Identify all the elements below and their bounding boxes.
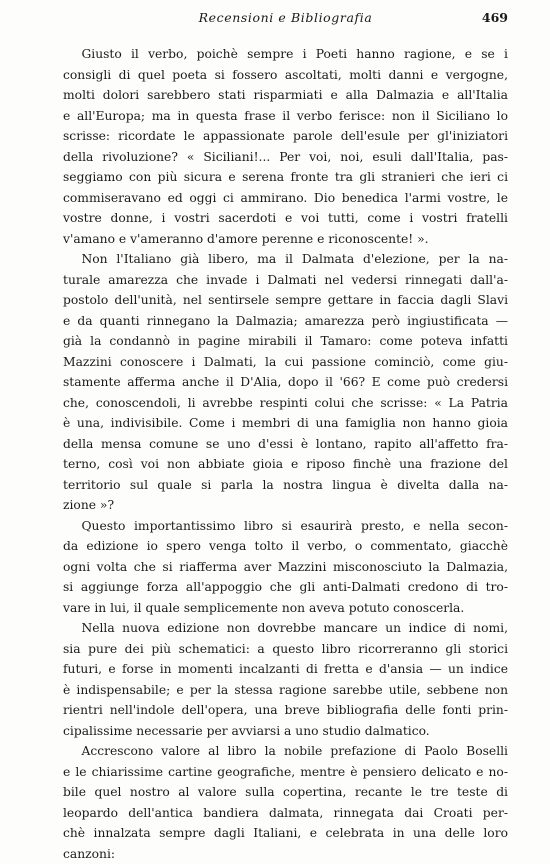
paragraph-4 — [63, 618, 508, 741]
text-line: rientri nell'indole dell'opera, una breve bibliografia delle fonti prin- — [63, 700, 508, 721]
text-line: si aggiunge forza all'appoggio che gli anti-Dalmati credono di tro- — [63, 577, 508, 598]
paragraph-1 — [63, 44, 508, 249]
text-line: Non l'Italiano già libero, ma il Dalmata d'elezione, per la na- — [63, 249, 508, 270]
running-title: Recensioni e Bibliografia — [63, 10, 508, 25]
text-line: seggiamo con più sicura e serena fronte tra gli stranieri che ieri ci — [63, 167, 508, 188]
text-line: chè innalzata sempre dagli Italiani, e celebrata in una delle loro — [63, 823, 508, 844]
text-line: Nella nuova edizione non dovrebbe mancare un indice di nomi, — [63, 618, 508, 639]
text-line: zione »? — [63, 495, 508, 516]
text-line: vostre donne, i vostri sacerdoti e voi tutti, come i vostri fratelli — [63, 208, 508, 229]
text-line: turale amarezza che invade i Dalmati nel vedersi rinnegati dall'a- — [63, 270, 508, 291]
text-line: della rivoluzione? « Siciliani!... Per voi, noi, esuli dall'Italia, pas- — [63, 147, 508, 168]
text-line: territorio sul quale si parla la nostra lingua è divelta dalla na- — [63, 475, 508, 496]
text-line: canzoni: — [63, 844, 508, 864]
text-line: Giusto il verbo, poichè sempre i Poeti hanno ragione, e se i — [63, 44, 508, 65]
text-line: vare in lui, il quale semplicemente non aveva potuto conoscerla. — [63, 598, 508, 619]
text-line: ogni volta che si riafferma aver Mazzini misconosciuto la Dalmazia, — [63, 557, 508, 578]
text-line: da edizione io spero venga tolto il verbo, o commentato, giacchè — [63, 536, 508, 557]
page-number: 469 — [482, 10, 508, 25]
text-line: Mazzini conoscere i Dalmati, la cui passione cominciò, come giu- — [63, 352, 508, 373]
text-line: è indispensabile; e per la stessa ragione sarebbe utile, sebbene non — [63, 680, 508, 701]
text-line: bile quel nostro al valore sulla copertina, recante le tre teste di — [63, 782, 508, 803]
text-line: e da quanti rinnegano la Dalmazia; amarezza però ingiustificata — — [63, 311, 508, 332]
text-line: Accrescono valore al libro la nobile prefazione di Paolo Boselli — [63, 741, 508, 762]
paragraph-3 — [63, 516, 508, 619]
text-line: consigli di quel poeta si fossero ascoltati, molti danni e vergogne, — [63, 65, 508, 86]
paragraph-2 — [63, 249, 508, 516]
text-line: scrisse: ricordate le appassionate parole dell'esule per gl'iniziatori — [63, 126, 508, 147]
text-line: e le chiarissime cartine geografiche, mentre è pensiero delicato e no- — [63, 762, 508, 783]
text-line: postolo dell'unità, nel sentirsele sempre gettare in faccia dagli Slavi — [63, 290, 508, 311]
text-line: già la condannò in pagine mirabili il Tamaro: come poteva infatti — [63, 331, 508, 352]
page-header — [63, 10, 508, 30]
text-line: Questo importantissimo libro si esaurirà presto, e nella secon- — [63, 516, 508, 537]
text-line: che, conoscendoli, li avrebbe respinti colui che scrisse: « La Patria — [63, 393, 508, 414]
text-line: v'amano e v'ameranno d'amore perenne e riconoscente! ». — [63, 229, 508, 250]
body-text — [63, 44, 508, 864]
text-line: futuri, e forse in momenti incalzanti di fretta e d'ansia — un indice — [63, 659, 508, 680]
text-line: terno, così voi non abbiate gioia e riposo finchè una frazione del — [63, 454, 508, 475]
text-line: stamente afferma anche il D'Alia, dopo il '66? E come può credersi — [63, 372, 508, 393]
text-line: molti dolori sarebbero stati risparmiati e alla Dalmazia e all'Italia — [63, 85, 508, 106]
text-line: commiseravano ed oggi ci ammirano. Dio benedica l'armi vostre, le — [63, 188, 508, 209]
text-line: è una, indivisibile. Come i membri di una famiglia non hanno gioia — [63, 413, 508, 434]
paragraph-5 — [63, 741, 508, 864]
text-line: sia pure dei più schematici: a questo libro ricorreranno gli storici — [63, 639, 508, 660]
text-line: leopardo dell'antica bandiera dalmata, rinnegata dai Croati per- — [63, 803, 508, 824]
text-line: della mensa comune se uno d'essi è lontano, rapito all'affetto fra- — [63, 434, 508, 455]
text-line: cipalissime necessarie per avviarsi a uno studio dalmatico. — [63, 721, 508, 742]
text-line: e all'Europa; ma in questa frase il verbo ferisce: non il Siciliano lo — [63, 106, 508, 127]
